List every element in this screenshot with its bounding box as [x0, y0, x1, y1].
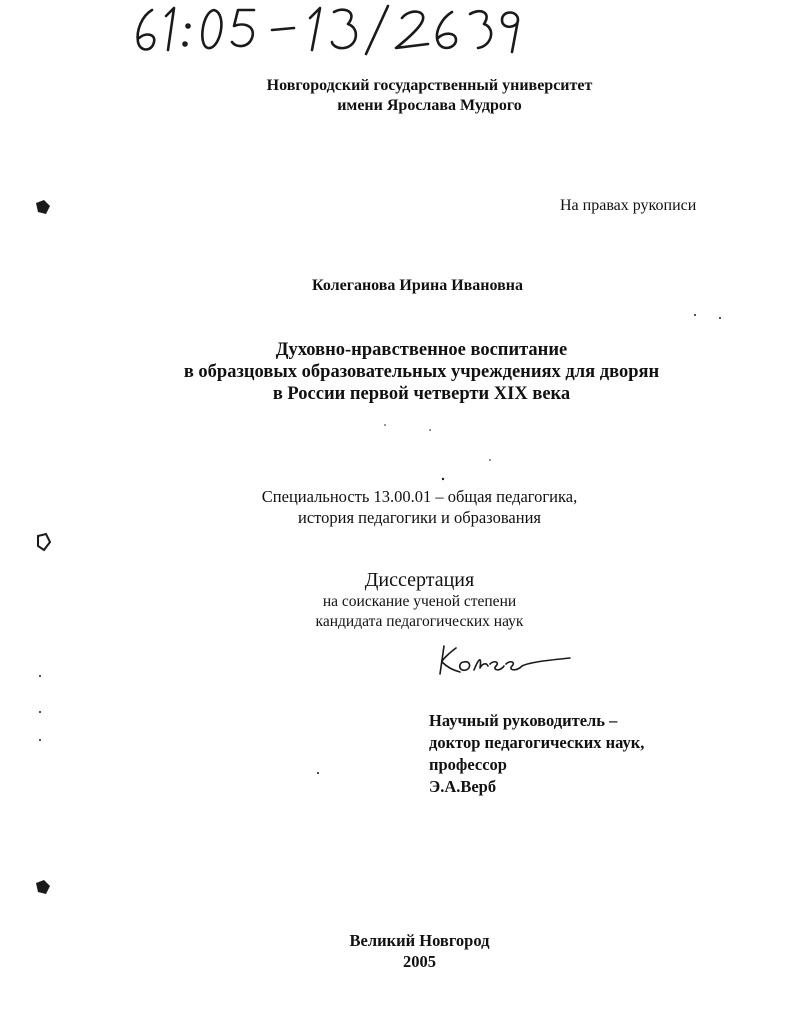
title-line-1: Духовно-нравственное воспитание	[275, 340, 568, 360]
degree-statement	[20, 568, 799, 632]
university-line-2: имени Ярослава Мудрого	[337, 97, 522, 114]
title-line-2: в образцовых образовательных учреждениях для дворян	[183, 362, 660, 382]
dissertation-label: Диссертация	[364, 569, 475, 591]
author-signature	[430, 640, 580, 680]
degree-line-1: на соискание ученой степени	[322, 593, 517, 610]
author-name: Колеганова Ирина Ивановна	[312, 277, 523, 294]
specialty-line-1: Специальность 13.00.01 – общая педагогика,	[261, 487, 578, 506]
place-and-year	[20, 930, 799, 972]
specialty-line-2: история педагогики и образования	[297, 508, 541, 527]
degree-line-2: кандидата педагогических наук	[315, 613, 524, 630]
handwritten-catalog-number	[130, 4, 530, 56]
rights-notice: На правах рукописи	[560, 197, 697, 214]
city: Великий Новгород	[349, 931, 490, 950]
supervisor-line-1: Научный руководитель –	[429, 711, 618, 730]
scientific-supervisor	[429, 710, 644, 798]
specialty	[20, 486, 799, 528]
supervisor-line-3: профессор	[429, 755, 507, 774]
dissertation-title	[22, 339, 799, 405]
year: 2005	[403, 952, 436, 971]
supervisor-name: Э.А.Верб	[429, 777, 497, 796]
university-name	[30, 76, 799, 116]
university-line-1: Новгородский государственный университет	[266, 77, 593, 94]
supervisor-line-2: доктор педагогических наук,	[429, 733, 645, 752]
title-line-3: в России первой четверти XIX века	[272, 384, 571, 404]
